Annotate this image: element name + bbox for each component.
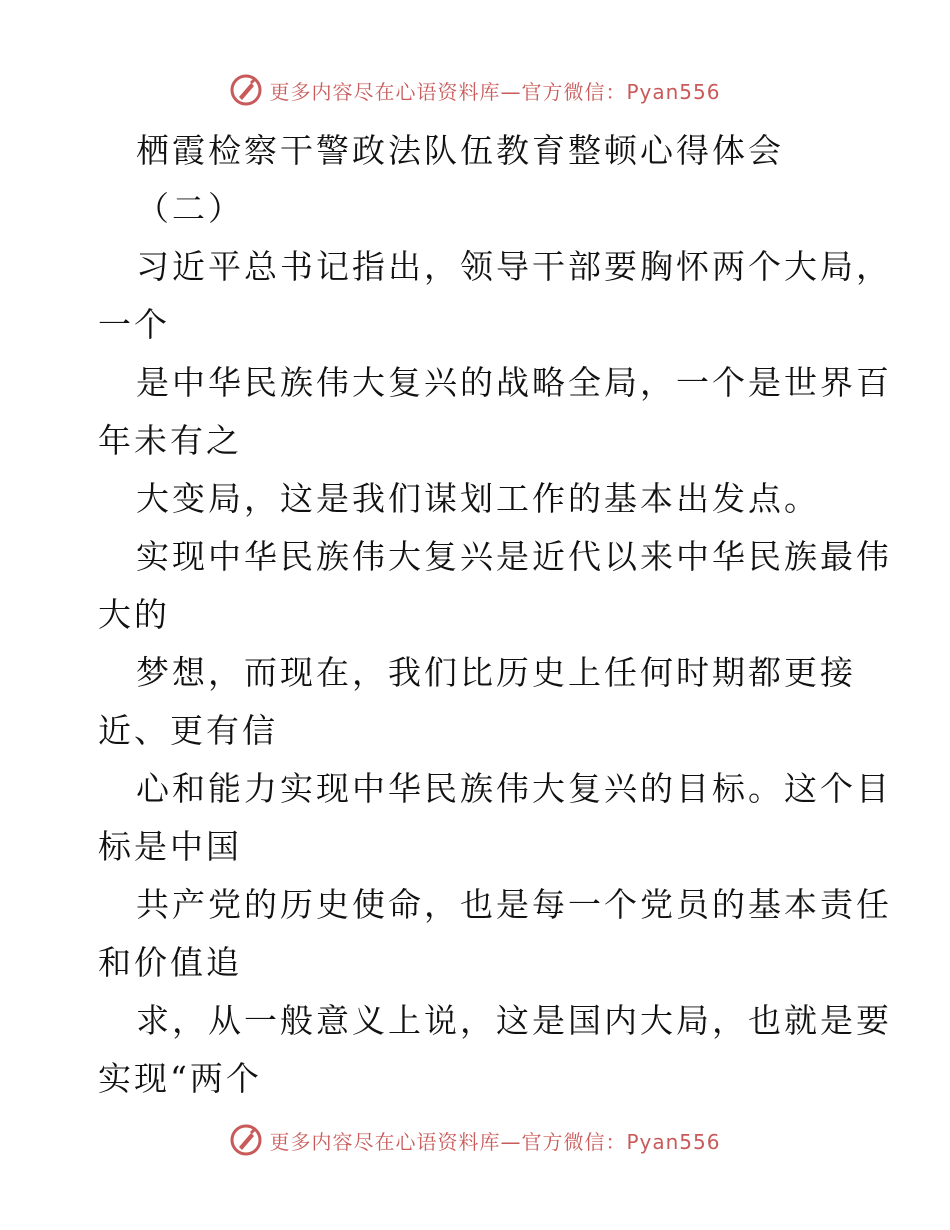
paragraph-line: 梦想，而现在，我们比历史上任何时期都更接 bbox=[136, 653, 856, 692]
paragraph-line: 习近平总书记指出，领导干部要胸怀两个大局， bbox=[136, 247, 892, 286]
watermark-text: 更多内容尽在心语资料库—官方微信：Pyan556 bbox=[269, 79, 721, 104]
paragraph-line: 共产党的历史使命，也是每一个党员的基本责任 bbox=[136, 885, 892, 924]
paragraph-line: 实现“两个 bbox=[98, 1059, 262, 1098]
document-body bbox=[98, 122, 892, 1108]
watermark-text: 更多内容尽在心语资料库—官方微信：Pyan556 bbox=[269, 1129, 721, 1154]
pen-logo-icon bbox=[229, 1123, 263, 1157]
footer-watermark bbox=[0, 1120, 950, 1160]
paragraph-line: 求，从一般意义上说，这是国内大局，也就是要 bbox=[136, 1001, 892, 1040]
paragraph-line: 实现中华民族伟大复兴是近代以来中华民族最伟 bbox=[136, 537, 892, 576]
paragraph-line: 标是中国 bbox=[98, 827, 242, 866]
paragraph-line: 和价值追 bbox=[98, 943, 242, 982]
paragraph-line: 一个 bbox=[98, 305, 170, 344]
header-watermark bbox=[0, 70, 950, 110]
document-title: 栖霞检察干警政法队伍教育整顿心得体会 bbox=[136, 131, 784, 170]
document-subtitle: （二） bbox=[136, 189, 244, 228]
paragraph-line: 是中华民族伟大复兴的战略全局，一个是世界百 bbox=[136, 363, 892, 402]
paragraph-line: 年未有之 bbox=[98, 421, 242, 460]
paragraph-line: 近、更有信 bbox=[98, 711, 278, 750]
paragraph-line: 大的 bbox=[98, 595, 170, 634]
paragraph-line: 心和能力实现中华民族伟大复兴的目标。这个目 bbox=[136, 769, 892, 808]
pen-logo-icon bbox=[229, 73, 263, 107]
paragraph-line: 大变局，这是我们谋划工作的基本出发点。 bbox=[136, 479, 820, 518]
